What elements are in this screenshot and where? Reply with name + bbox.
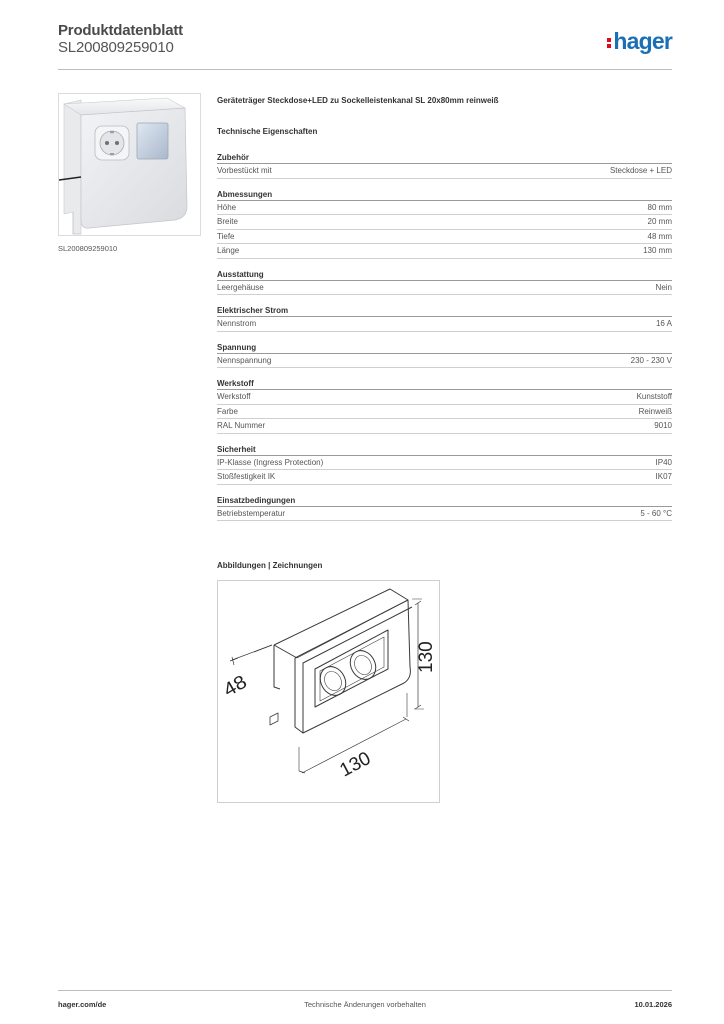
property-value: 20 mm (647, 217, 672, 226)
section-title: Einsatzbedingungen (217, 494, 672, 507)
document-title: Produktdatenblatt (58, 22, 183, 39)
property-value: Reinweiß (638, 406, 672, 416)
property-row (217, 405, 672, 420)
product-code: SL200809259010 (58, 39, 174, 56)
footer-notice: Technische Änderungen vorbehalten (304, 1000, 426, 1009)
section-abmessungen (217, 188, 672, 259)
property-value: Kunststoff (636, 392, 672, 401)
section-sicherheit (217, 443, 672, 485)
section-zubehoer (217, 151, 672, 179)
section-title: Werkstoff (217, 377, 672, 390)
property-label: Nennspannung (217, 355, 272, 365)
logo-text: hager (613, 27, 672, 54)
property-row (217, 456, 672, 471)
product-name: Geräteträger Steckdose+LED zu Sockelleistenkanal SL 20x80mm reinweiß (217, 96, 499, 105)
photo-caption: SL200809259010 (58, 244, 118, 253)
property-label: Werkstoff (217, 392, 251, 401)
property-label: RAL Nummer (217, 421, 266, 430)
section-werkstoff (217, 377, 672, 434)
dim-length-label: 130 (336, 747, 375, 782)
property-row (217, 317, 672, 332)
hager-logo (607, 28, 672, 54)
dim-depth-label: 48 (219, 671, 251, 702)
property-label: Höhe (217, 202, 237, 212)
property-label: Breite (217, 217, 238, 226)
property-row (217, 281, 672, 296)
technical-properties-heading: Technische Eigenschaften (217, 127, 318, 136)
section-einsatzbedingungen (217, 494, 672, 522)
property-label: Stoßfestigkeit IK (217, 472, 276, 481)
section-title: Sicherheit (217, 443, 672, 456)
property-label: Farbe (217, 406, 238, 416)
section-spannung (217, 341, 672, 369)
product-photo-image (59, 94, 200, 235)
dim-height-label: 130 (416, 641, 437, 673)
property-row (217, 507, 672, 522)
property-label: Nennstrom (217, 319, 257, 328)
footer-date: 10.01.2026 (634, 1000, 672, 1009)
property-row (217, 164, 672, 179)
property-label: Länge (217, 246, 240, 255)
property-row (217, 419, 672, 434)
property-row (217, 390, 672, 405)
property-label: Betriebstemperatur (217, 508, 286, 518)
section-title: Zubehör (217, 151, 672, 164)
property-row (217, 230, 672, 245)
property-row (217, 354, 672, 369)
property-value: 230 - 230 V (630, 355, 672, 365)
property-label: Leergehäuse (217, 282, 264, 292)
logo-dots-icon (607, 38, 611, 48)
page-header (58, 22, 672, 70)
property-value: 48 mm (647, 231, 672, 241)
property-value: 16 A (655, 319, 672, 328)
property-row (217, 244, 672, 259)
property-value: Nein (655, 282, 672, 292)
property-label: Tiefe (217, 231, 235, 241)
property-row (217, 201, 672, 216)
section-title: Abmessungen (217, 188, 672, 201)
property-value: 9010 (654, 421, 672, 430)
property-value: Steckdose + LED (609, 166, 672, 175)
property-label: Vorbestückt mit (217, 166, 272, 175)
technical-drawing (217, 580, 440, 803)
dimension-drawing (218, 581, 439, 802)
product-details (217, 96, 672, 530)
section-elektrischer-strom (217, 304, 672, 332)
section-title: Elektrischer Strom (217, 304, 672, 317)
page-footer (58, 990, 672, 1012)
property-value: IK07 (655, 472, 672, 481)
property-value: 5 - 60 °C (640, 508, 672, 518)
property-row (217, 215, 672, 230)
property-value: 80 mm (647, 202, 672, 212)
property-row (217, 470, 672, 485)
drawings-heading: Abbildungen | Zeichnungen (217, 561, 323, 570)
section-ausstattung (217, 268, 672, 296)
property-value: 130 mm (643, 246, 672, 255)
section-title: Spannung (217, 341, 672, 354)
product-photo (58, 93, 201, 236)
section-title: Ausstattung (217, 268, 672, 281)
footer-website: hager.com/de (58, 1000, 107, 1009)
property-value: IP40 (655, 457, 672, 467)
properties-sections (217, 151, 672, 521)
property-label: IP-Klasse (Ingress Protection) (217, 457, 324, 467)
